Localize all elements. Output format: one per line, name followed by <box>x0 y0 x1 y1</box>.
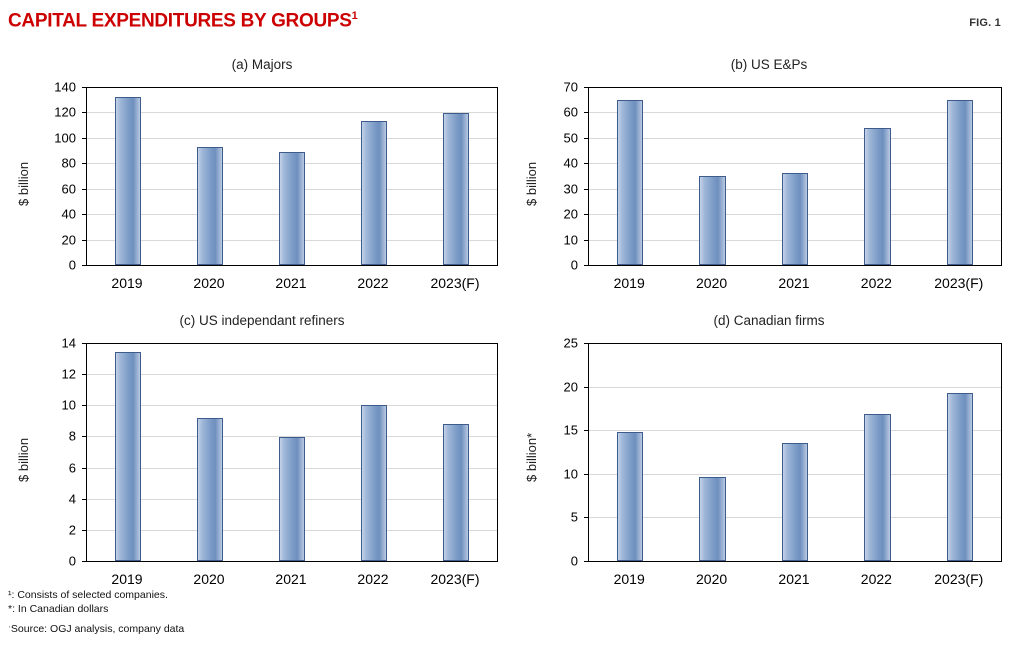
y-tick-mark <box>584 163 589 164</box>
x-tick-label: 2023(F) <box>934 571 984 587</box>
x-tick-label: 2019 <box>111 571 143 587</box>
y-tick-label: 0 <box>570 257 578 273</box>
y-tick-label: 140 <box>54 79 76 95</box>
bar-us-eps-2021 <box>782 173 808 265</box>
y-tick-mark <box>82 405 87 406</box>
x-tick-label: 2019 <box>111 275 143 291</box>
y-axis-label-us-eps: $ billion <box>524 161 539 206</box>
page-title-text: CAPITAL EXPENDITURES BY GROUPS <box>8 10 352 32</box>
chart-panel-canadian-firms <box>518 313 1013 621</box>
y-tick-label: 5 <box>570 509 578 525</box>
y-tick-label: 20 <box>563 206 578 222</box>
bar-us-eps-2023(F) <box>947 100 973 265</box>
y-tick-label: 40 <box>563 155 578 171</box>
chart-panel-us-eps <box>518 57 1013 325</box>
gridline <box>87 138 497 139</box>
bar-us-independant-refiners-2022 <box>361 405 387 561</box>
bar-us-independant-refiners-2019 <box>115 352 141 561</box>
y-tick-mark <box>584 474 589 475</box>
y-tick-mark <box>584 430 589 431</box>
y-tick-label: 50 <box>563 130 578 146</box>
bar-canadian-firms-2023(F) <box>947 393 973 561</box>
y-tick-label: 12 <box>61 366 76 382</box>
y-axis-label-us-independant-refiners: $ billion <box>16 437 31 482</box>
y-tick-label: 120 <box>54 104 76 120</box>
y-tick-mark <box>82 561 87 562</box>
gridline <box>589 138 1001 139</box>
y-tick-mark <box>82 343 87 344</box>
footnote-2: *: In Canadian dollars <box>8 603 109 616</box>
footnote-source: ˑSource: OGJ analysis, company data <box>8 623 185 635</box>
footnotes <box>8 588 168 616</box>
gridline <box>87 405 497 406</box>
y-tick-label: 4 <box>68 491 76 507</box>
chart-title-canadian-firms: (d) Canadian firms <box>713 313 825 328</box>
bar-canadian-firms-2022 <box>864 414 890 561</box>
y-tick-label: 14 <box>61 335 76 351</box>
y-tick-label: 10 <box>61 397 76 413</box>
plot-frame-top <box>87 87 498 88</box>
chart-title-us-eps: (b) US E&Ps <box>730 57 808 72</box>
y-tick-label: 0 <box>570 553 578 569</box>
bar-majors-2019 <box>115 97 141 265</box>
x-tick-label: 2023(F) <box>430 571 480 587</box>
y-tick-mark <box>82 436 87 437</box>
plot-area-majors <box>86 87 497 266</box>
plot-frame-right <box>1001 87 1002 266</box>
y-tick-mark <box>584 189 589 190</box>
page-header <box>0 0 1013 40</box>
plot-frame-top <box>589 87 1002 88</box>
x-tick-label: 2019 <box>613 275 645 291</box>
y-axis-label-majors: $ billion <box>16 161 31 206</box>
y-tick-mark <box>584 387 589 388</box>
y-tick-label: 2 <box>68 522 76 538</box>
plot-frame-right <box>497 343 498 562</box>
y-axis-label-canadian-firms: $ billion* <box>524 432 539 482</box>
bar-us-eps-2020 <box>699 176 725 265</box>
plot-area-us-independant-refiners <box>86 343 497 562</box>
bar-us-independant-refiners-2021 <box>279 437 305 561</box>
bar-majors-2022 <box>361 121 387 265</box>
bar-majors-2023(F) <box>443 113 469 265</box>
y-tick-label: 15 <box>563 422 578 438</box>
y-tick-label: 25 <box>563 335 578 351</box>
y-tick-mark <box>584 343 589 344</box>
y-tick-mark <box>82 265 87 266</box>
x-tick-label: 2022 <box>357 275 389 291</box>
y-tick-label: 10 <box>563 466 578 482</box>
y-tick-label: 20 <box>563 379 578 395</box>
page-title <box>8 10 357 32</box>
y-tick-label: 8 <box>68 428 76 444</box>
y-tick-mark <box>82 374 87 375</box>
plot-frame-right <box>497 87 498 266</box>
figure-label: FIG. 1 <box>969 17 1001 29</box>
x-tick-label: 2021 <box>275 571 307 587</box>
y-tick-mark <box>82 530 87 531</box>
y-tick-mark <box>82 240 87 241</box>
bar-us-independant-refiners-2023(F) <box>443 424 469 561</box>
x-tick-label: 2021 <box>275 275 307 291</box>
x-tick-label: 2022 <box>860 571 892 587</box>
x-tick-label: 2023(F) <box>934 275 984 291</box>
y-tick-mark <box>82 163 87 164</box>
x-tick-label: 2023(F) <box>430 275 480 291</box>
page-title-superscript: 1 <box>351 10 358 22</box>
y-tick-label: 60 <box>61 181 76 197</box>
bar-us-eps-2022 <box>864 128 890 265</box>
y-tick-mark <box>584 87 589 88</box>
y-tick-mark <box>82 112 87 113</box>
bar-canadian-firms-2019 <box>617 432 643 561</box>
y-tick-mark <box>82 189 87 190</box>
gridline <box>589 430 1001 431</box>
gridline <box>589 112 1001 113</box>
y-tick-label: 30 <box>563 181 578 197</box>
y-tick-mark <box>584 561 589 562</box>
gridline <box>87 374 497 375</box>
y-tick-mark <box>584 240 589 241</box>
y-tick-mark <box>82 87 87 88</box>
y-tick-mark <box>82 138 87 139</box>
bar-canadian-firms-2021 <box>782 443 808 561</box>
x-tick-label: 2019 <box>613 571 645 587</box>
plot-frame-right <box>1001 343 1002 562</box>
y-tick-label: 0 <box>68 257 76 273</box>
plot-area-us-eps <box>588 87 1001 266</box>
bar-majors-2020 <box>197 147 223 265</box>
x-tick-label: 2020 <box>193 275 225 291</box>
y-tick-mark <box>584 265 589 266</box>
y-tick-label: 70 <box>563 79 578 95</box>
x-tick-label: 2021 <box>778 275 810 291</box>
y-tick-mark <box>82 214 87 215</box>
chart-panel-majors <box>8 57 516 325</box>
y-tick-mark <box>584 112 589 113</box>
y-tick-label: 20 <box>61 232 76 248</box>
footnote-1: ¹: Consists of selected companies. <box>8 589 168 601</box>
gridline <box>589 163 1001 164</box>
bar-us-eps-2019 <box>617 100 643 265</box>
x-tick-label: 2022 <box>860 275 892 291</box>
y-tick-label: 0 <box>68 553 76 569</box>
bar-canadian-firms-2020 <box>699 477 725 561</box>
y-tick-label: 40 <box>61 206 76 222</box>
plot-frame-top <box>589 343 1002 344</box>
chart-title-majors: (a) Majors <box>231 57 293 72</box>
y-tick-mark <box>584 214 589 215</box>
x-tick-label: 2020 <box>696 275 728 291</box>
gridline <box>87 112 497 113</box>
y-tick-label: 60 <box>563 104 578 120</box>
x-tick-label: 2021 <box>778 571 810 587</box>
bar-us-independant-refiners-2020 <box>197 418 223 561</box>
y-tick-label: 10 <box>563 232 578 248</box>
y-tick-mark <box>82 499 87 500</box>
y-tick-label: 80 <box>61 155 76 171</box>
x-tick-label: 2020 <box>193 571 225 587</box>
y-tick-mark <box>82 468 87 469</box>
y-tick-label: 100 <box>54 130 76 146</box>
gridline <box>589 387 1001 388</box>
y-tick-label: 6 <box>68 460 76 476</box>
chart-title-us-independant-refiners: (c) US independant refiners <box>179 313 345 328</box>
chart-panel-us-independant-refiners <box>8 313 516 621</box>
x-tick-label: 2022 <box>357 571 389 587</box>
plot-area-canadian-firms <box>588 343 1001 562</box>
y-tick-mark <box>584 138 589 139</box>
x-tick-label: 2020 <box>696 571 728 587</box>
y-tick-mark <box>584 517 589 518</box>
bar-majors-2021 <box>279 152 305 265</box>
plot-frame-top <box>87 343 498 344</box>
